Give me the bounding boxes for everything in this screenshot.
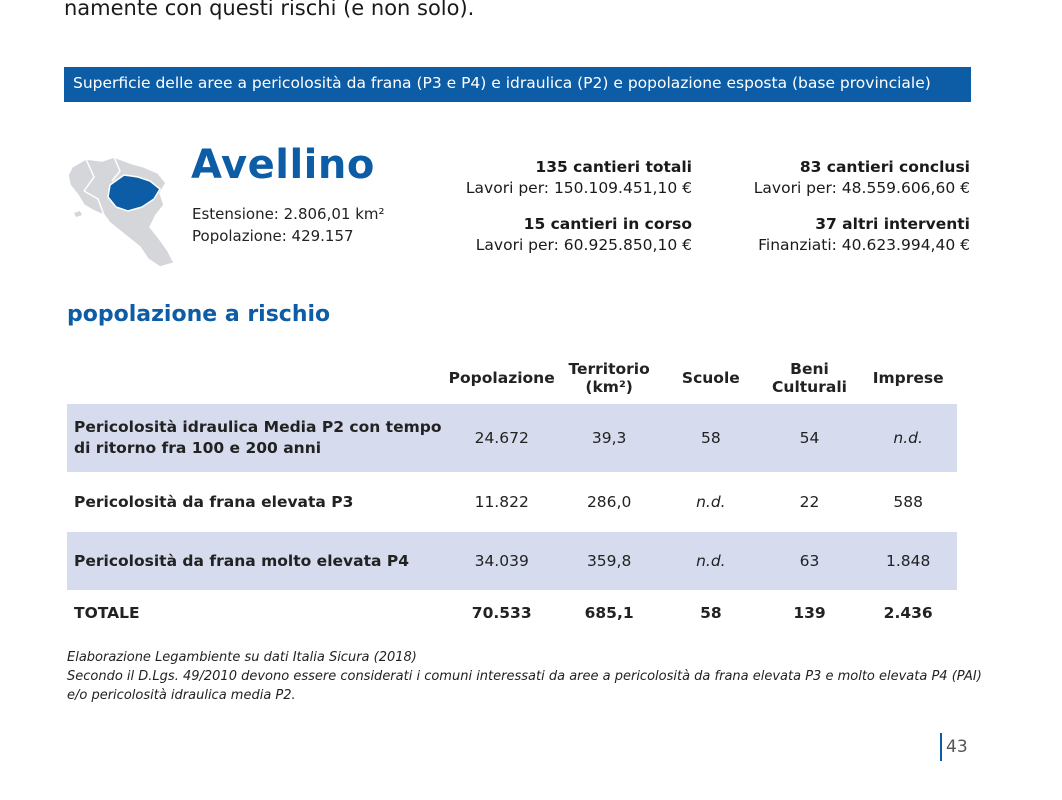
island-capri <box>74 211 82 217</box>
stat-cantieri-conclusi-amount: Lavori per: 48.559.606,60 € <box>753 179 970 197</box>
cell-popolazione: 24.672 <box>447 404 556 472</box>
intro-text-tail: namente con questi rischi (e non solo). <box>64 0 475 20</box>
source-notes <box>67 648 997 705</box>
header-beni-culturali <box>760 352 860 404</box>
cell-imprese: 1.848 <box>859 532 957 590</box>
province-extension: Estensione: 2.806,01 km² <box>192 205 385 223</box>
cell-scuole: 58 <box>662 404 760 472</box>
header-territorio-line1: Territorio <box>568 360 650 378</box>
table-caption-banner: Superficie delle aree a pericolosità da frana (P3 e P4) e idraulica (P2) e popolazione esposta (base provinciale) <box>64 67 971 102</box>
risk-table <box>67 352 957 636</box>
stat-cantieri-corso <box>476 214 692 256</box>
note-source: Elaborazione Legambiente su dati Italia Sicura (2018) <box>67 650 417 665</box>
row-label-line1: Pericolosità idraulica Media P2 con tempo <box>74 418 442 436</box>
header-popolazione: Popolazione <box>448 369 555 387</box>
stat-altri-interventi <box>758 214 970 256</box>
stat-cantieri-conclusi-count: 83 cantieri conclusi <box>799 158 970 176</box>
total-popolazione: 70.533 <box>471 604 532 622</box>
campania-region-shape <box>68 157 174 267</box>
stat-cantieri-totali-amount: Lavori per: 150.109.451,10 € <box>465 179 692 197</box>
stat-altri-interventi-amount: Finanziati: 40.623.994,40 € <box>758 236 970 254</box>
stat-cantieri-totali-count: 135 cantieri totali <box>535 158 692 176</box>
total-scuole: 58 <box>700 604 722 622</box>
cell-territorio: 359,8 <box>556 532 662 590</box>
row-label: Pericolosità da frana molto elevata P4 <box>67 532 447 590</box>
cell-scuole: n.d. <box>696 493 726 511</box>
province-name: Avellino <box>191 142 375 188</box>
table-total-row <box>67 590 957 636</box>
row-label-line2: di ritorno fra 100 e 200 anni <box>74 439 322 457</box>
cell-beni-culturali: 22 <box>799 493 820 511</box>
header-scuole: Scuole <box>681 369 740 387</box>
header-territorio-line2: (km²) <box>585 378 633 396</box>
province-population: Popolazione: 429.157 <box>192 227 354 245</box>
cell-territorio: 39,3 <box>556 404 662 472</box>
header-imprese: Imprese <box>872 369 944 387</box>
page-number-rule <box>940 733 942 761</box>
header-beni-line1: Beni <box>790 360 829 378</box>
note-law: Secondo il D.Lgs. 49/2010 devono essere considerati i comuni interessati da aree a pericolosità da frana elevata P3 e molto elevata P4 (PAI) <box>67 669 982 684</box>
cell-imprese: n.d. <box>859 404 957 472</box>
total-beni-culturali: 139 <box>793 604 826 622</box>
row-label <box>67 404 447 472</box>
total-imprese: 2.436 <box>883 604 933 622</box>
row-label: Pericolosità da frana elevata P3 <box>74 492 354 511</box>
cell-popolazione: 11.822 <box>474 493 529 511</box>
province-info <box>192 203 385 247</box>
header-empty <box>67 352 447 404</box>
cell-beni-culturali: 54 <box>760 404 860 472</box>
table-row <box>67 472 957 532</box>
table-header-row <box>67 352 957 404</box>
table-row <box>67 532 957 590</box>
cell-popolazione: 34.039 <box>447 532 556 590</box>
note-law-cont: e/o pericolosità idraulica media P2. <box>67 688 296 703</box>
stat-cantieri-conclusi <box>754 157 970 199</box>
total-territorio: 685,1 <box>584 604 634 622</box>
section-title: popolazione a rischio <box>67 302 331 327</box>
stat-cantieri-corso-count: 15 cantieri in corso <box>523 215 692 233</box>
header-territorio <box>556 352 662 404</box>
page-number: 43 <box>946 737 968 757</box>
cell-scuole: n.d. <box>662 532 760 590</box>
total-label: TOTALE <box>74 603 140 622</box>
campania-map-icon <box>64 155 180 269</box>
stat-cantieri-corso-amount: Lavori per: 60.925.850,10 € <box>475 236 692 254</box>
stat-cantieri-totali <box>466 157 692 199</box>
cell-beni-culturali: 63 <box>760 532 860 590</box>
cell-imprese: 588 <box>893 493 923 511</box>
header-beni-line2: Culturali <box>772 378 847 396</box>
stat-altri-interventi-count: 37 altri interventi <box>815 215 970 233</box>
table-row <box>67 404 957 472</box>
cell-territorio: 286,0 <box>586 493 632 511</box>
